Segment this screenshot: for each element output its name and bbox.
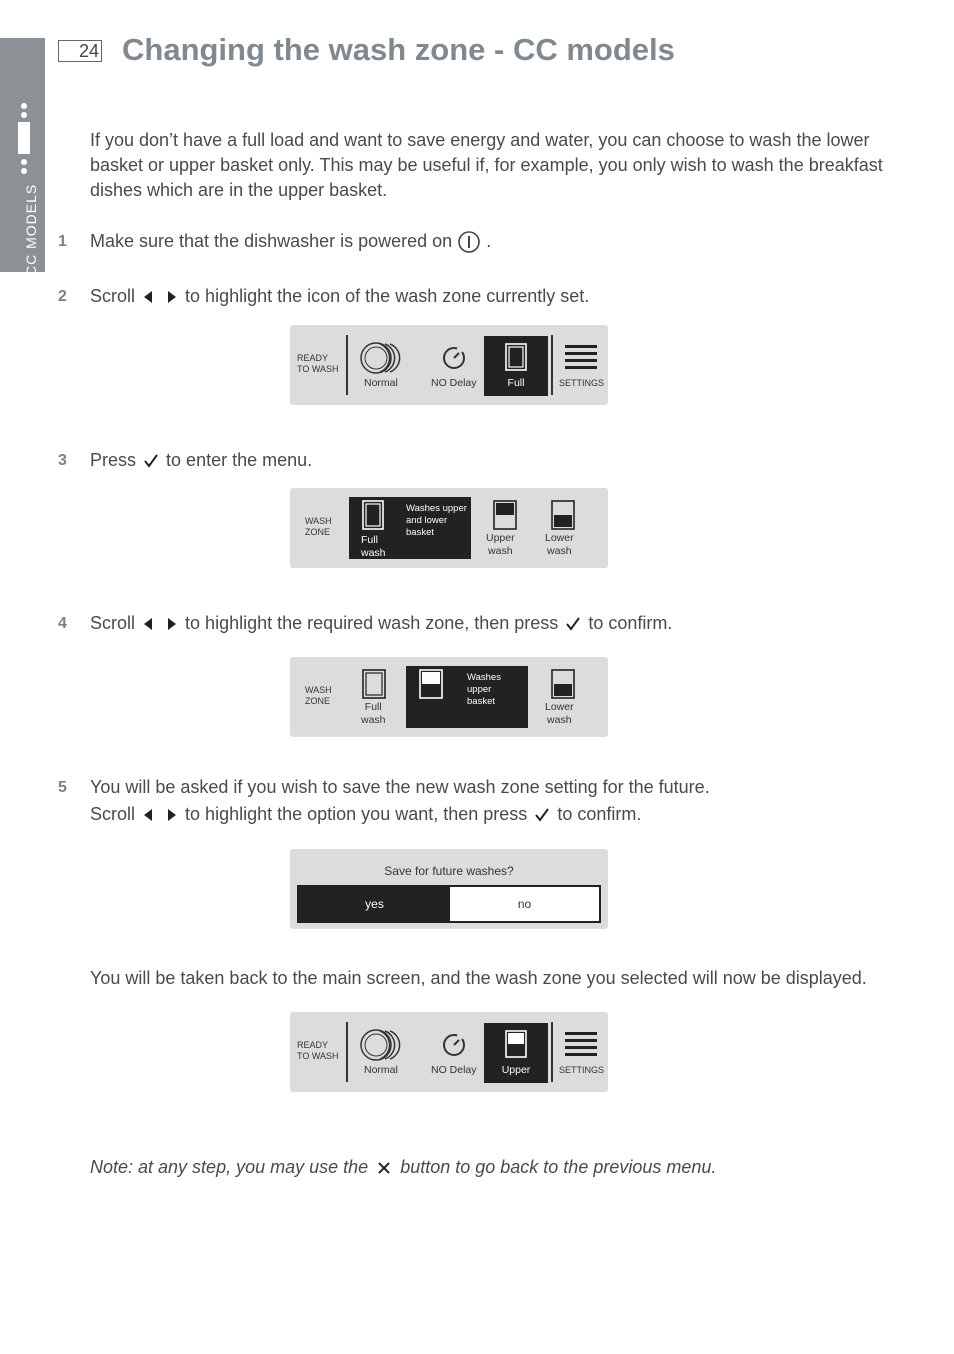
delay-label: NO Delay: [431, 1064, 477, 1076]
step-text-part: to confirm.: [588, 613, 673, 633]
plates-icon: [360, 341, 406, 375]
divider: [551, 1022, 553, 1082]
wash-text: wash: [488, 545, 513, 557]
delay-timer-icon: [440, 1030, 468, 1058]
upper-wash-zone-icon: [504, 1029, 528, 1059]
display-screen-home-upper: [290, 1012, 608, 1092]
zone-label: Upper: [501, 1064, 531, 1076]
normal-label: Normal: [364, 377, 398, 389]
scroll-arrows-icon: [140, 290, 180, 304]
zone-text: ZONE: [305, 696, 331, 706]
upper-wash-zone-icon: [419, 669, 443, 699]
divider: [346, 1022, 348, 1082]
step-text-part: Press: [90, 450, 137, 470]
full-wash-label: [361, 534, 386, 560]
display-screen-home: [290, 325, 608, 405]
full-wash-zone-icon: [362, 669, 386, 699]
check-icon: [563, 616, 583, 632]
step-number: 2: [58, 288, 67, 305]
zone-text: ZONE: [305, 527, 331, 537]
check-icon: [141, 453, 161, 469]
step-text-part: Make sure that the dishwasher is powered on: [90, 231, 453, 251]
note-text-part: button to go back to the previous menu.: [400, 1157, 717, 1177]
step-text: [90, 228, 491, 255]
selected-zone-highlight: [484, 336, 548, 396]
step-text-part: Scroll: [90, 613, 136, 633]
desc-line: and lower: [406, 515, 448, 526]
lower-text: Lower: [545, 532, 574, 544]
zone-description: [467, 672, 501, 708]
intro-paragraph: If you don’t have a full load and want to save energy and water, you can choose to wash the lower basket or upper basket only. This may be useful if, for example, you only wish to wash the breakfast dishes which are in the upper basket.: [90, 130, 883, 200]
desc-line: upper: [467, 684, 492, 695]
step-text: You will be asked if you wish to save the new wash zone setting for the future.: [90, 777, 710, 797]
desc-line: Washes upper: [406, 503, 467, 514]
step-text: [90, 801, 641, 828]
step-text-part: to highlight the option you want, then press: [185, 804, 528, 824]
yes-no-selector: [297, 885, 601, 923]
cancel-x-icon: [373, 1160, 395, 1176]
divider: [346, 335, 348, 395]
delay-label: NO Delay: [431, 377, 477, 389]
display-screen-save-prompt: [290, 849, 608, 929]
display-screen-wash-zone-menu: [290, 488, 608, 568]
step-text: [90, 283, 589, 310]
selected-zone-highlight: [484, 1023, 548, 1083]
display-screen-upper-selected: [290, 657, 608, 737]
side-tab: [0, 38, 45, 276]
wash-text: wash: [547, 545, 572, 557]
scroll-arrows-icon: [140, 808, 180, 822]
normal-label: Normal: [364, 1064, 398, 1076]
wash-text: WASH: [305, 685, 332, 695]
step-text-part: Scroll: [90, 286, 136, 306]
full-wash-label: [361, 701, 386, 727]
upper-text: Upper: [486, 532, 515, 544]
wash-text: wash: [547, 714, 572, 726]
side-tab-label: CC MODELS: [23, 183, 39, 276]
settings-menu-icon: [565, 345, 597, 371]
note-text-part: Note: at any step, you may use the: [90, 1157, 369, 1177]
step-text: [90, 447, 312, 474]
ready-label: [297, 1040, 339, 1062]
step-text-part: .: [486, 231, 492, 251]
lower-wash-label: [545, 532, 574, 558]
desc-line: basket: [467, 696, 495, 707]
lower-text: Lower: [545, 701, 574, 713]
step-text-part: to highlight the icon of the wash zone currently set.: [185, 286, 590, 306]
no-option[interactable]: no: [517, 897, 532, 911]
full-text: Full: [361, 534, 378, 546]
upper-wash-zone-icon: [493, 500, 517, 530]
wash-zone-label: [305, 685, 332, 707]
ready-text: READY: [297, 1040, 329, 1050]
lower-wash-zone-icon: [551, 500, 575, 530]
to-wash-text: TO WASH: [297, 1051, 339, 1061]
zone-description: [406, 503, 467, 539]
desc-line: basket: [406, 527, 434, 538]
settings-menu-icon: [565, 1032, 597, 1058]
page-title: Changing the wash zone - CC models: [122, 32, 675, 67]
scroll-arrows-icon: [140, 617, 180, 631]
full-wash-zone-icon: [504, 342, 528, 372]
save-question: Save for future washes?: [384, 864, 514, 878]
step-text: [90, 610, 672, 637]
plates-icon: [360, 1028, 406, 1062]
note: [90, 1157, 716, 1178]
selected-option-highlight: [349, 497, 471, 559]
page-number: 24: [58, 40, 102, 62]
check-icon: [532, 807, 552, 823]
step-number: 5: [58, 779, 67, 796]
power-icon: [457, 230, 481, 254]
lower-wash-label: [545, 701, 574, 727]
settings-label: SETTINGS: [559, 1065, 605, 1075]
wash-zone-label: [305, 516, 332, 538]
zone-label: Full: [507, 377, 525, 389]
step-text-part: to enter the menu.: [166, 450, 313, 470]
step-text-part: to confirm.: [557, 804, 642, 824]
to-wash-text: TO WASH: [297, 364, 339, 374]
ready-label: [297, 353, 339, 375]
full-text: Full: [364, 701, 382, 713]
settings-label: SETTINGS: [559, 378, 605, 388]
wash-text: WASH: [305, 516, 332, 526]
step-number: 4: [58, 615, 67, 632]
ready-text: READY: [297, 353, 329, 363]
step-text-part: to highlight the required wash zone, then press: [185, 613, 559, 633]
step-text-part: Scroll: [90, 804, 136, 824]
delay-timer-icon: [440, 343, 468, 371]
step-number: 3: [58, 452, 67, 469]
lower-wash-zone-icon: [551, 669, 575, 699]
after-paragraph: You will be taken back to the main screen, and the wash zone you selected will now be displayed.: [90, 968, 867, 988]
full-wash-zone-icon: [362, 500, 384, 530]
wash-text: wash: [361, 547, 386, 559]
dishwasher-display-icon: [14, 100, 34, 182]
step-number: 1: [58, 233, 67, 250]
yes-option[interactable]: yes: [299, 887, 450, 921]
selected-option-highlight: [406, 666, 528, 728]
wash-text: wash: [361, 714, 386, 726]
divider: [551, 335, 553, 395]
desc-line: Washes: [467, 672, 501, 683]
upper-wash-label: [486, 532, 515, 558]
